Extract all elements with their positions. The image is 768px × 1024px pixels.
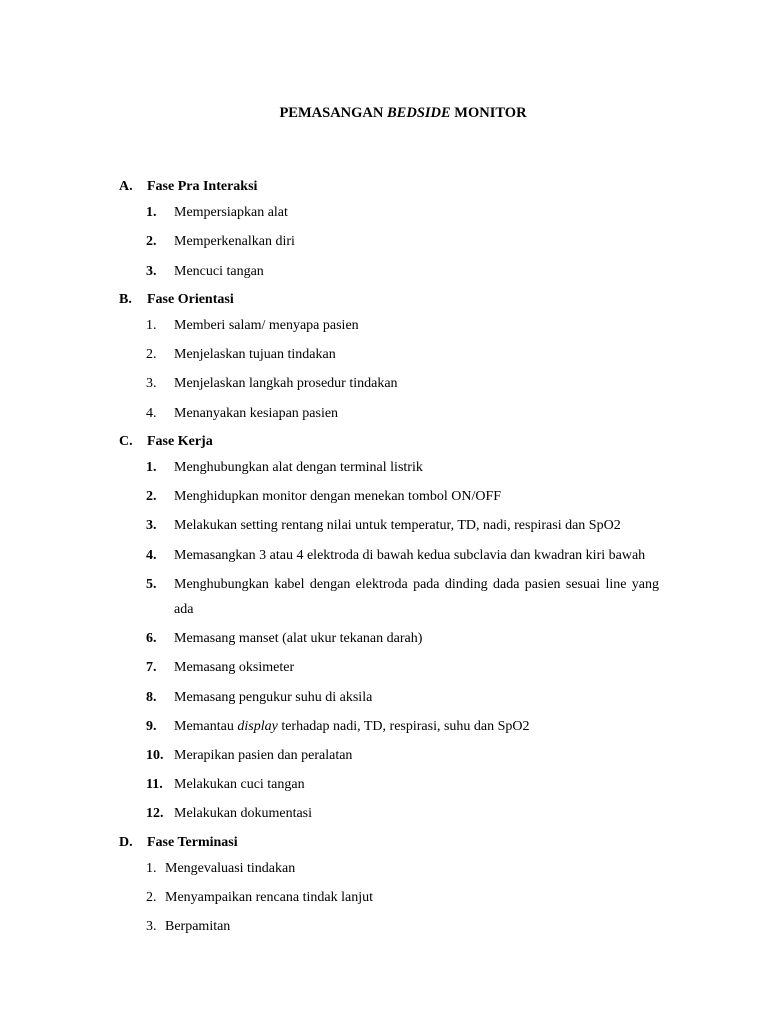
list-item [119,401,659,433]
item-number: 1. [146,459,157,475]
section-letter: A. [119,179,133,194]
section-title: Fase Terminasi [147,834,238,850]
item-text: Memasangkan 3 atau 4 elektroda di bawah kedua subclavia dan kwadran kiri bawah [174,547,646,563]
section-title: Fase Orientasi [147,291,234,307]
section-title: Fase Kerja [147,433,213,449]
item-text: Merapikan pasien dan peralatan [174,748,353,764]
section-items [119,455,659,834]
item-text: Melakukan dokumentasi [174,806,313,822]
item-number: 1. [146,860,157,876]
list-item [119,342,659,374]
item-text: Melakukan setting rentang nilai untuk temperatur, TD, nadi, respirasi dan SpO2 [174,518,621,534]
list-item [119,685,659,717]
list-item [119,801,659,833]
item-number: 5. [146,576,157,592]
section-items [119,856,659,947]
document-title [0,104,768,122]
item-text: Mengevaluasi tindakan [165,860,296,876]
item-number: 2. [146,890,157,906]
item-number: 3. [146,518,157,534]
list-item [119,856,659,888]
item-text: Menyampaikan rencana tindak lanjut [165,890,373,906]
item-text: Memberi salam/ menyapa pasien [174,317,359,333]
item-number: 8. [146,689,157,705]
list-item [119,371,659,403]
list-item [119,200,659,232]
item-number: 10. [146,748,164,764]
list-item [119,714,659,746]
procedure-sections [119,178,659,946]
list-item [119,914,659,946]
section-items [119,313,659,433]
item-text: Menghubungkan kabel dengan elektroda pada dinding dada pasien sesuai line yang ada [174,576,659,617]
list-item [119,655,659,687]
section-items [119,200,659,291]
item-text: Menghidupkan monitor dengan menekan tombol ON/OFF [174,489,502,505]
title-italic: BEDSIDE [387,105,451,121]
item-text: Memasang pengukur suhu di aksila [174,689,373,705]
item-number: 3. [146,919,157,935]
section-letter: D. [119,834,133,850]
item-number: 12. [146,806,164,822]
list-item [119,313,659,345]
list-item [119,259,659,291]
item-text: Memperkenalkan diri [174,234,295,250]
list-item [119,484,659,516]
item-text: Melakukan cuci tangan [174,777,305,793]
item-text [174,714,659,739]
list-item [119,626,659,658]
item-text: Memasang oksimeter [174,660,295,676]
section-letter: C. [119,433,133,449]
list-item [119,513,659,545]
list-item [119,543,659,575]
title-post: MONITOR [450,105,527,121]
item-text-italic: display [237,718,278,734]
item-number: 3. [146,376,157,392]
item-text: Mempersiapkan alat [174,205,288,221]
section-letter: B. [119,291,132,307]
list-item [119,885,659,917]
item-number: 2. [146,347,157,363]
item-number: 9. [146,718,157,734]
list-item [119,455,659,487]
list-item [119,772,659,804]
item-text: Menanyakan kesiapan pasien [174,405,339,421]
title-pre: PEMASANGAN [279,105,387,121]
item-text: Berpamitan [165,919,231,935]
item-text: Menghubungkan alat dengan terminal listrik [174,459,423,475]
item-number: 4. [146,547,157,563]
item-number: 7. [146,660,157,676]
item-text-post: terhadap nadi, TD, respirasi, suhu dan SpO2 [277,718,530,734]
item-number: 3. [146,263,157,279]
item-text: Memasang manset (alat ukur tekanan darah) [174,631,423,647]
item-text-pre: Memantau [174,718,238,734]
item-number: 6. [146,631,157,647]
item-number: 2. [146,489,157,505]
list-item [119,229,659,261]
list-item [119,743,659,775]
item-number: 11. [146,777,163,793]
item-number: 1. [146,317,157,333]
section-title: Fase Pra Interaksi [147,179,258,194]
item-number: 4. [146,405,157,421]
list-item [119,572,659,629]
item-text: Mencuci tangan [174,263,264,279]
item-number: 2. [146,234,157,250]
item-number: 1. [146,205,157,221]
item-text: Menjelaskan tujuan tindakan [174,347,336,363]
item-text: Menjelaskan langkah prosedur tindakan [174,376,398,392]
